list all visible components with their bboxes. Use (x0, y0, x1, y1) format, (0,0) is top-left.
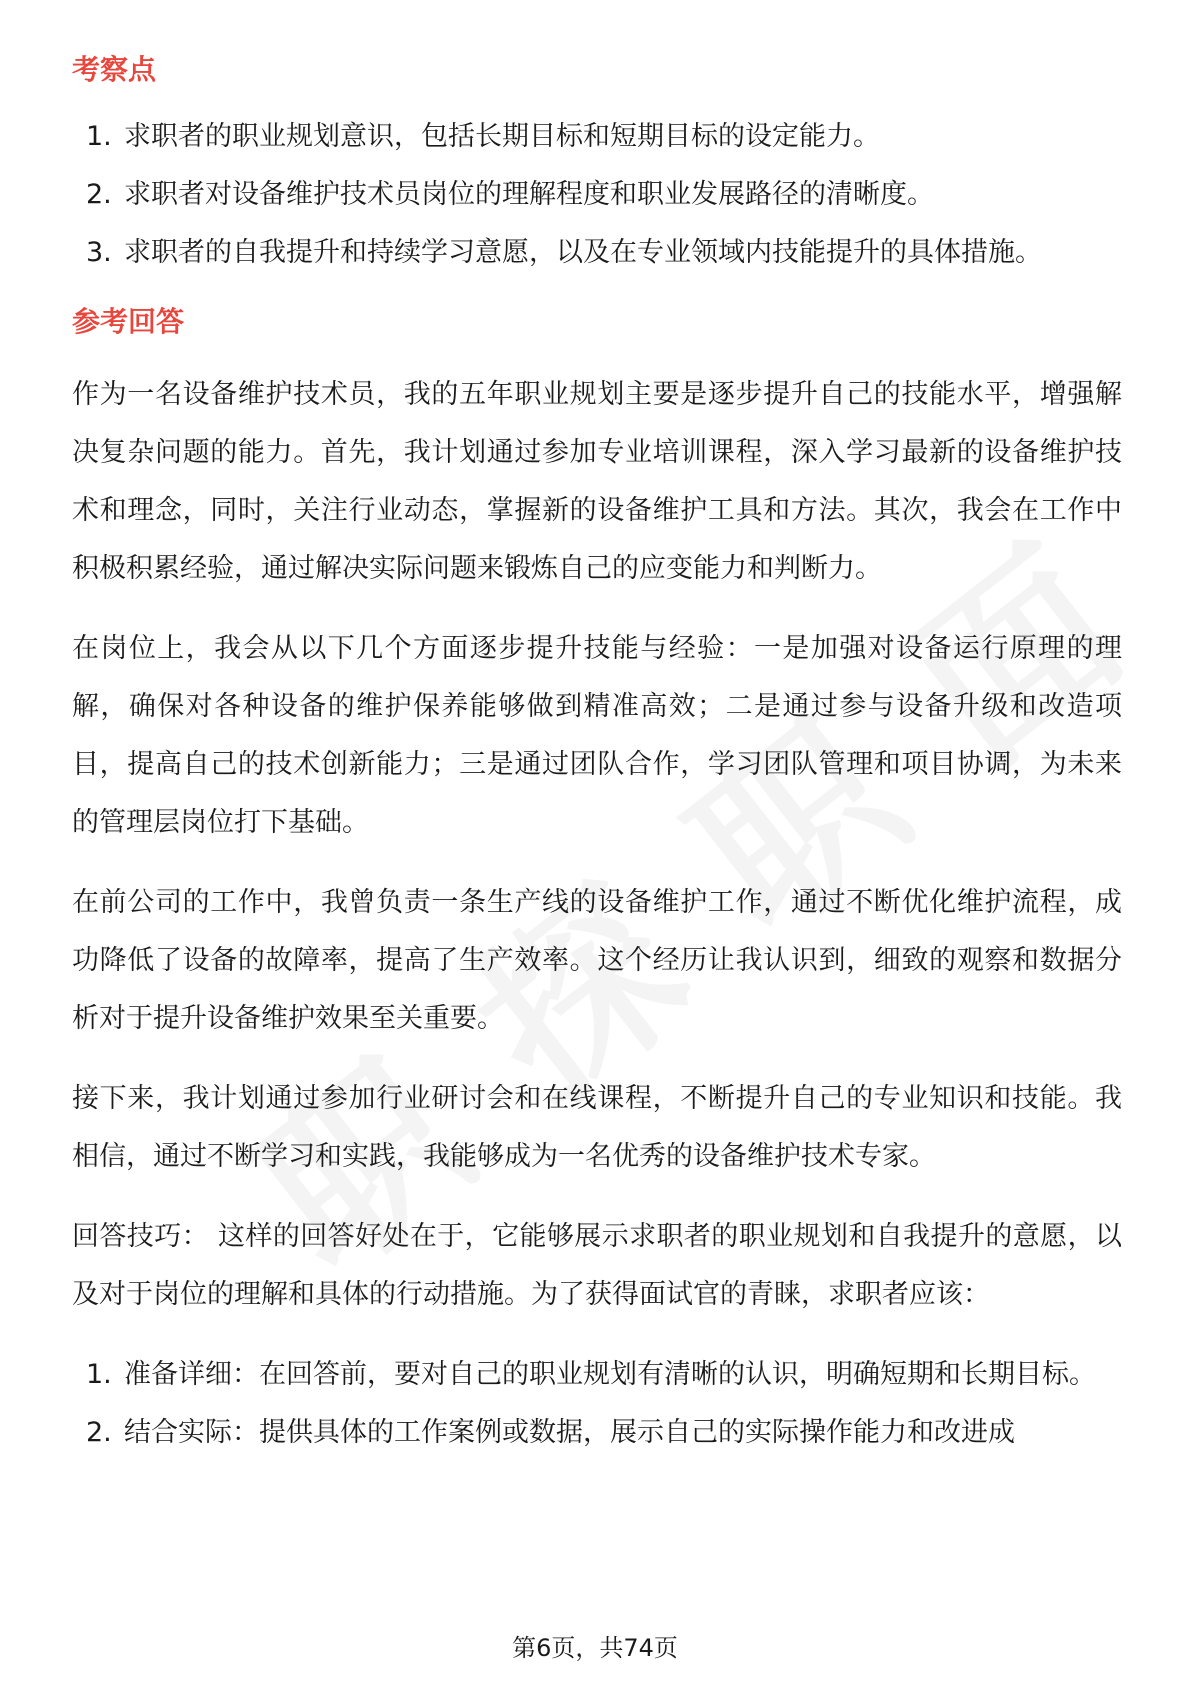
section-title-focus-points: 考察点 (72, 53, 157, 86)
list-item: 1. 准备详细：在回答前，要对自己的职业规划有清晰的认识，明确短期和长期目标。 (86, 1359, 1096, 1390)
list-item-text: 求职者的职业规划意识，包括长期目标和短期目标的设定能力。 (124, 121, 880, 152)
list-item-text: 准备详细：在回答前，要对自己的职业规划有清晰的认识，明确短期和长期目标。 (124, 1359, 1096, 1390)
answer-tips-intro: 回答技巧： 这样的回答好处在于，它能够展示求职者的职业规划和自我提升的意愿，以及对于岗位的理解和具体的行动措施。为了获得面试官的青睐，求职者应该： (72, 1221, 1122, 1310)
page-content (72, 50, 1122, 1462)
list-item: 1. 求职者的职业规划意识，包括长期目标和短期目标的设定能力。 (86, 121, 880, 152)
answer-paragraph: 作为一名设备维护技术员，我的五年职业规划主要是逐步提升自己的技能水平，增强解决复杂问题的能力。首先，我计划通过参加专业培训课程，深入学习最新的设备维护技术和理念，同时，关注行业动态，掌握新的设备维护工具和方法。其次，我会在工作中积极积累经验，通过解决实际问题来锻炼自己的应变能力和判断力。 (72, 379, 1122, 584)
answer-paragraph: 在前公司的工作中，我曾负责一条生产线的设备维护工作，通过不断优化维护流程，成功降低了设备的故障率，提高了生产效率。这个经历让我认识到，细致的观察和数据分析对于提升设备维护效果至关重要。 (72, 887, 1122, 1034)
answer-paragraph: 在岗位上，我会从以下几个方面逐步提升技能与经验：一是加强对设备运行原理的理解，确保对各种设备的维护保养能够做到精准高效；二是通过参与设备升级和改造项目，提高自己的技术创新能力；三是通过团队合作，学习团队管理和项目协调，为未来的管理层岗位打下基础。 (72, 633, 1122, 838)
list-item-text: 求职者对设备维护技术员岗位的理解程度和职业发展路径的清晰度。 (124, 179, 934, 210)
page-number: 第6页，共74页 (512, 1634, 678, 1662)
list-item-text: 结合实际：提供具体的工作案例或数据，展示自己的实际操作能力和改进成 (124, 1417, 1015, 1448)
section-title-reference-answer: 参考回答 (72, 305, 185, 338)
list-item-text: 求职者的自我提升和持续学习意愿，以及在专业领域内技能提升的具体措施。 (124, 237, 1042, 268)
focus-points-list (72, 108, 1122, 282)
list-item: 3. 求职者的自我提升和持续学习意愿，以及在专业领域内技能提升的具体措施。 (86, 237, 1042, 268)
list-item: 2. 结合实际：提供具体的工作案例或数据，展示自己的实际操作能力和改进成 (86, 1417, 1015, 1448)
list-item: 2. 求职者对设备维护技术员岗位的理解程度和职业发展路径的清晰度。 (86, 179, 934, 210)
answer-paragraph: 接下来，我计划通过参加行业研讨会和在线课程，不断提升自己的专业知识和技能。我相信，通过不断学习和实践，我能够成为一名优秀的设备维护技术专家。 (72, 1083, 1122, 1172)
answer-tips-list (72, 1346, 1122, 1462)
